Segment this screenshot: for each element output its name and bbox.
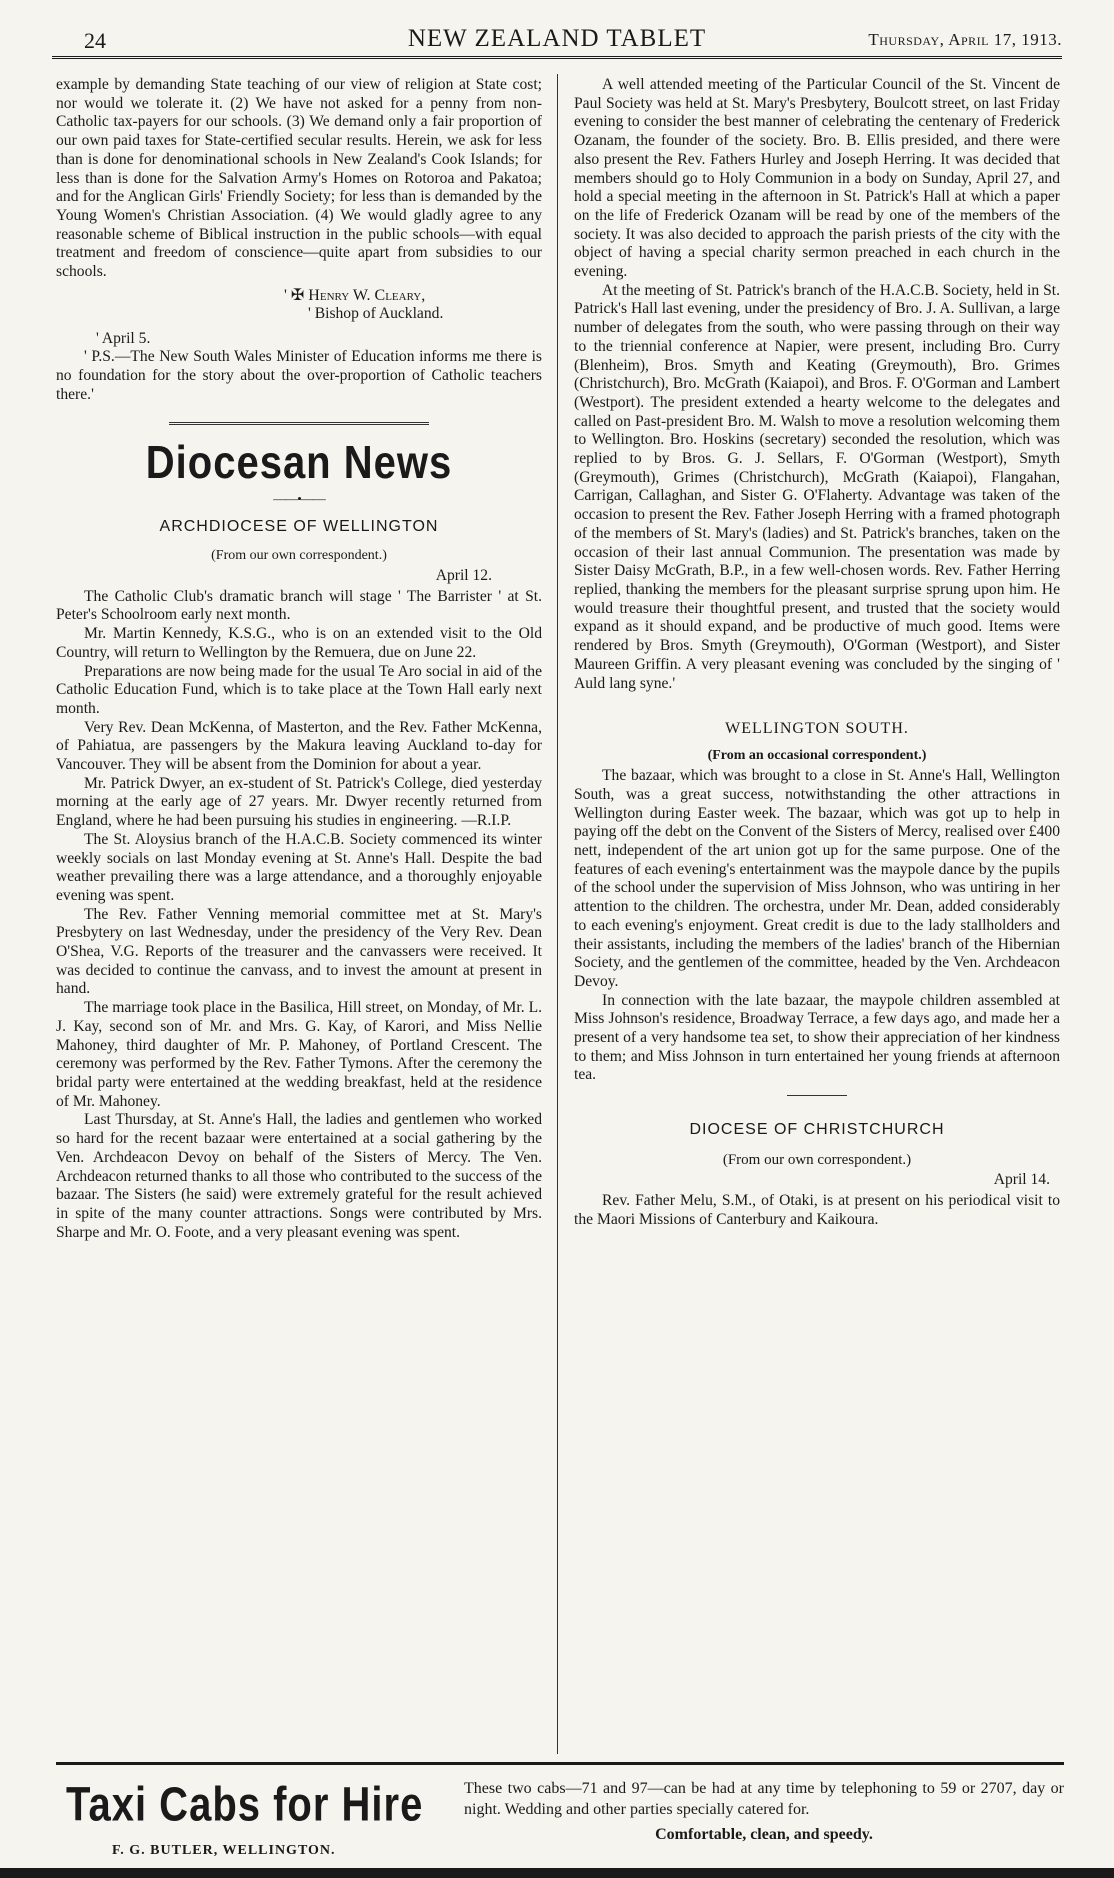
signature-date: ' April 5. [96, 329, 151, 347]
news-paragraph: Mr. Martin Kennedy, K.S.G., who is on an extended visit to the Old Country, will return to Wellington by the Remuera, due on June 22. [56, 625, 542, 661]
letter-continuation: example by demanding State teaching of our view of religion at State cost; nor would we tolerate it. (2) We have not asked for a penny from non-Catholic tax-payers for our schools. (3) We demand only a fair proportion of our own paid taxes for State-certified secular results. Herein, we ask for less than is done for denominational schools in New Zealand's Cook Islands; for less than is done for the Salvation Army's Homes on Rotoroa and Pakatoa; and for the Anglican Girls' Friendly Society; for less than is demanded by the Young Women's Christian Association. (4) We would gladly agree to any reasonable scheme of Biblical instruction in the public schools—with equal treatment and freedom of conscience—quite apart from subsidies to our schools. [56, 76, 542, 281]
issue-date: Thursday, April 17, 1913. [868, 30, 1062, 49]
news-paragraph: The Catholic Club's dramatic branch will stage ' The Barrister ' at St. Peter's Schoolroom early next month. [56, 587, 542, 624]
taxi-advert [56, 1762, 1064, 1865]
section-divider [169, 422, 429, 425]
advert-copy [464, 1779, 1064, 1845]
correspondent-note: (From an occasional correspondent.) [707, 748, 927, 764]
page-number: 24 [84, 28, 106, 53]
news-paragraph: Rev. Father Melu, S.M., of Otaki, is at present on his periodical visit to the Maori Missions of Canterbury and Kaikoura. [574, 1192, 1060, 1228]
news-paragraph: The bazaar, which was brought to a close in St. Anne's Hall, Wellington South, was a great success, notwithstanding the other attractions in Wellington during Easter week. The bazaar, which was got up to help in paying off the debt on the Convent of the Sisters of Mercy, realised over £400 nett, independent of the art union got up for the same purpose. One of the features of each evening's entertainment was the maypole dance by the pupils of the school under the supervision of Miss Johnson, who was untiring in her attention to the children. The orchestra, under Mr. Dean, added considerably to each evening's enjoyment. Great credit is due to the lady stallholders and their assistants, including the members of the ladies' branch of the Hibernian Society, and the gentlemen of the committee, headed by the Ven. Archdeacon Devoy. [574, 767, 1060, 990]
masthead [52, 22, 1062, 59]
ornament-rule: ——•—— [273, 491, 325, 507]
divider [787, 1095, 847, 1096]
news-paragraph: In connection with the late bazaar, the maypole children assembled at Miss Johnson's residence, Broadway Terrace, a few days ago, and made her a present of a very handsome tea set, to show their appreciation of her kindness to them; and Miss Johnson in turn entertained her young friends at afternoon tea. [574, 991, 1060, 1084]
correspondent-note: (From our own correspondent.) [722, 1152, 912, 1169]
signature-title: ' Bishop of Auckland. [308, 304, 444, 322]
column-divider [557, 74, 558, 1754]
news-paragraph: A well attended meeting of the Particular Council of the St. Vincent de Paul Society was held at St. Mary's Presbytery, Boulcott street, on last Friday evening to consider the best manner of celebrating the centenary of Frederick Ozanam, the founder of the society. Bro. B. Ellis presided, and there were also present the Rev. Fathers Hurley and Joseph Herring. It was decided that members should go to Holy Communion in a body on Sunday, April 27, and hold a special meeting in the afternoon in St. Patrick's Hall at which a paper on the life of Frederick Ozanam will be read by one of the members of the society. It was also decided to approach the parish priests of the city with the object of having a special charity sermon preached in each church in the evening. [574, 76, 1060, 281]
advert-brand: Taxi Cabs for Hire [66, 1778, 424, 1832]
postscript: ' P.S.—The New South Wales Minister of Education informs me there is no foundation for the story about the over-proportion of Catholic teachers there.' [56, 348, 542, 403]
correspondent-note: (From our own correspondent.) [211, 548, 387, 564]
signature-name: ' ✠ Henry W. Cleary, [284, 286, 426, 304]
left-column [56, 76, 542, 1242]
news-paragraph: The marriage took place in the Basilica, Hill street, on Monday, of Mr. L. J. Kay, second son of Mr. and Mrs. G. Kay, of Karori, and Miss Nellie Mahoney, third daughter of Mr. P. Mahoney, of Portland Crescent. The ceremony was performed by the Rev. Father Tymons. After the ceremony the bridal party were entertained at the wedding breakfast, held at the residence of Mr. Mahoney. [56, 999, 542, 1110]
news-paragraph: Very Rev. Dean McKenna, of Masterton, and the Rev. Father McKenna, of Pahiatua, are passengers by the Makura leaving Auckland to-day for Vancouver. They will be absent from the Dominion for about a year. [56, 718, 542, 774]
section-title: Diocesan News [145, 438, 453, 489]
page-edge [0, 1868, 1114, 1878]
advert-tagline: Comfortable, clean, and speedy. [655, 1825, 873, 1843]
news-paragraph: The St. Aloysius branch of the H.A.C.B. Society commenced its winter weekly socials on last Monday evening at St. Anne's Hall. Despite the bad weather prevailing there was a large attendance, and a thoroughly enjoyable evening was spent. [56, 830, 542, 904]
wellington-south-heading: WELLINGTON SOUTH. [725, 720, 909, 738]
news-paragraph: Mr. Patrick Dwyer, an ex-student of St. Patrick's College, died yesterday morning at the early age of 27 years. Mr. Dwyer recently returned from England, where he had been pursuing his studies in engineering. —R.I.P. [56, 774, 542, 830]
archdiocese-heading: ARCHDIOCESE OF WELLINGTON [159, 518, 439, 536]
news-paragraph: At the meeting of St. Patrick's branch of the H.A.C.B. Society, held in St. Patrick's Hall last evening, under the presidency of Bro. J. A. Sullivan, a large number of delegates from the south, who were passing through on their way to the triennial conference at Napier, were present, including Bro. Curry (Blenheim), Bros. Smyth and Keating (Greymouth), Bro. Grimes (Christchurch), Bro. McGrath (Kaiapoi), and Bros. F. O'Gorman and Lambert (Westport). The president extended a hearty welcome to the delegates and called on Past-president Bro. M. Walsh to move a resolution welcoming them to Wellington. Bro. Hoskins (secretary) seconded the resolution, which was replied to by Bros. G. J. Sellars, F. O'Gorman (Westport), Smyth (Greymouth), Grimes (Christchurch), McGrath (Kaiapoi), Flangahan, Carrigan, Callaghan, and Sister G. O'Flaherty. Advantage was taken of the occasion to present the Rev. Father Joseph Herring with a framed photograph of the members of St. Mary's (ladies) and St. Patrick's branches, taken on the occasion of their last annual Communion. The presentation was made by Sister Daisy McGrath, B.P., in a few well-chosen words. Rev. Father Herring replied, thanking the members for the pleasant surprise sprung upon him. He would treasure their thoughtful present, and trusted that the society would expand as it should expand, and be productive of much good. Items were rendered by Bros. Smyth (Greymouth), O'Gorman (Westport), and Sister Maureen Griffin. A very pleasant evening was concluded by the singing of ' Auld lang syne.' [574, 281, 1060, 692]
advert-text: These two cabs—71 and 97—can be had at any time by telephoning to 59 or 2707, day or night. Wedding and other parties specially catered for. [464, 1780, 1064, 1818]
news-paragraph: The Rev. Father Venning memorial committee met at St. Mary's Presbytery on last Wednesday, under the presidency of the Very Rev. Dean O'Shea, V.G. Reports of the treasurer and the canvassers were received. It was decided to continue the canvass, and to invest the amount at present in hand. [56, 905, 542, 998]
news-paragraph: Preparations are now being made for the usual Te Aro social in aid of the Catholic Education Fund, which is to take place at the Town Hall early next month. [56, 662, 542, 717]
newspaper-title: NEW ZEALAND TABLET [407, 25, 707, 52]
advert-owner: F. G. BUTLER, WELLINGTON. [112, 1843, 336, 1858]
christchurch-heading: DIOCESE OF CHRISTCHURCH [689, 1121, 945, 1139]
dateline: April 12. [435, 567, 492, 585]
right-column [574, 76, 1060, 1229]
news-paragraph: Last Thursday, at St. Anne's Hall, the ladies and gentlemen who worked so hard for the recent bazaar were entertained at a social gathering by the Ven. Archdeacon Devoy on behalf of the Sisters of Mercy. The Ven. Archdeacon returned thanks to all those who contributed to the success of the bazaar. The Sisters (he said) were extremely grateful for the result achieved in spite of the many counter attractions. Songs were contributed by Mrs. Sharpe and Mr. O. Foote, and a very pleasant evening was spent. [56, 1111, 542, 1241]
dateline: April 14. [993, 1171, 1050, 1189]
